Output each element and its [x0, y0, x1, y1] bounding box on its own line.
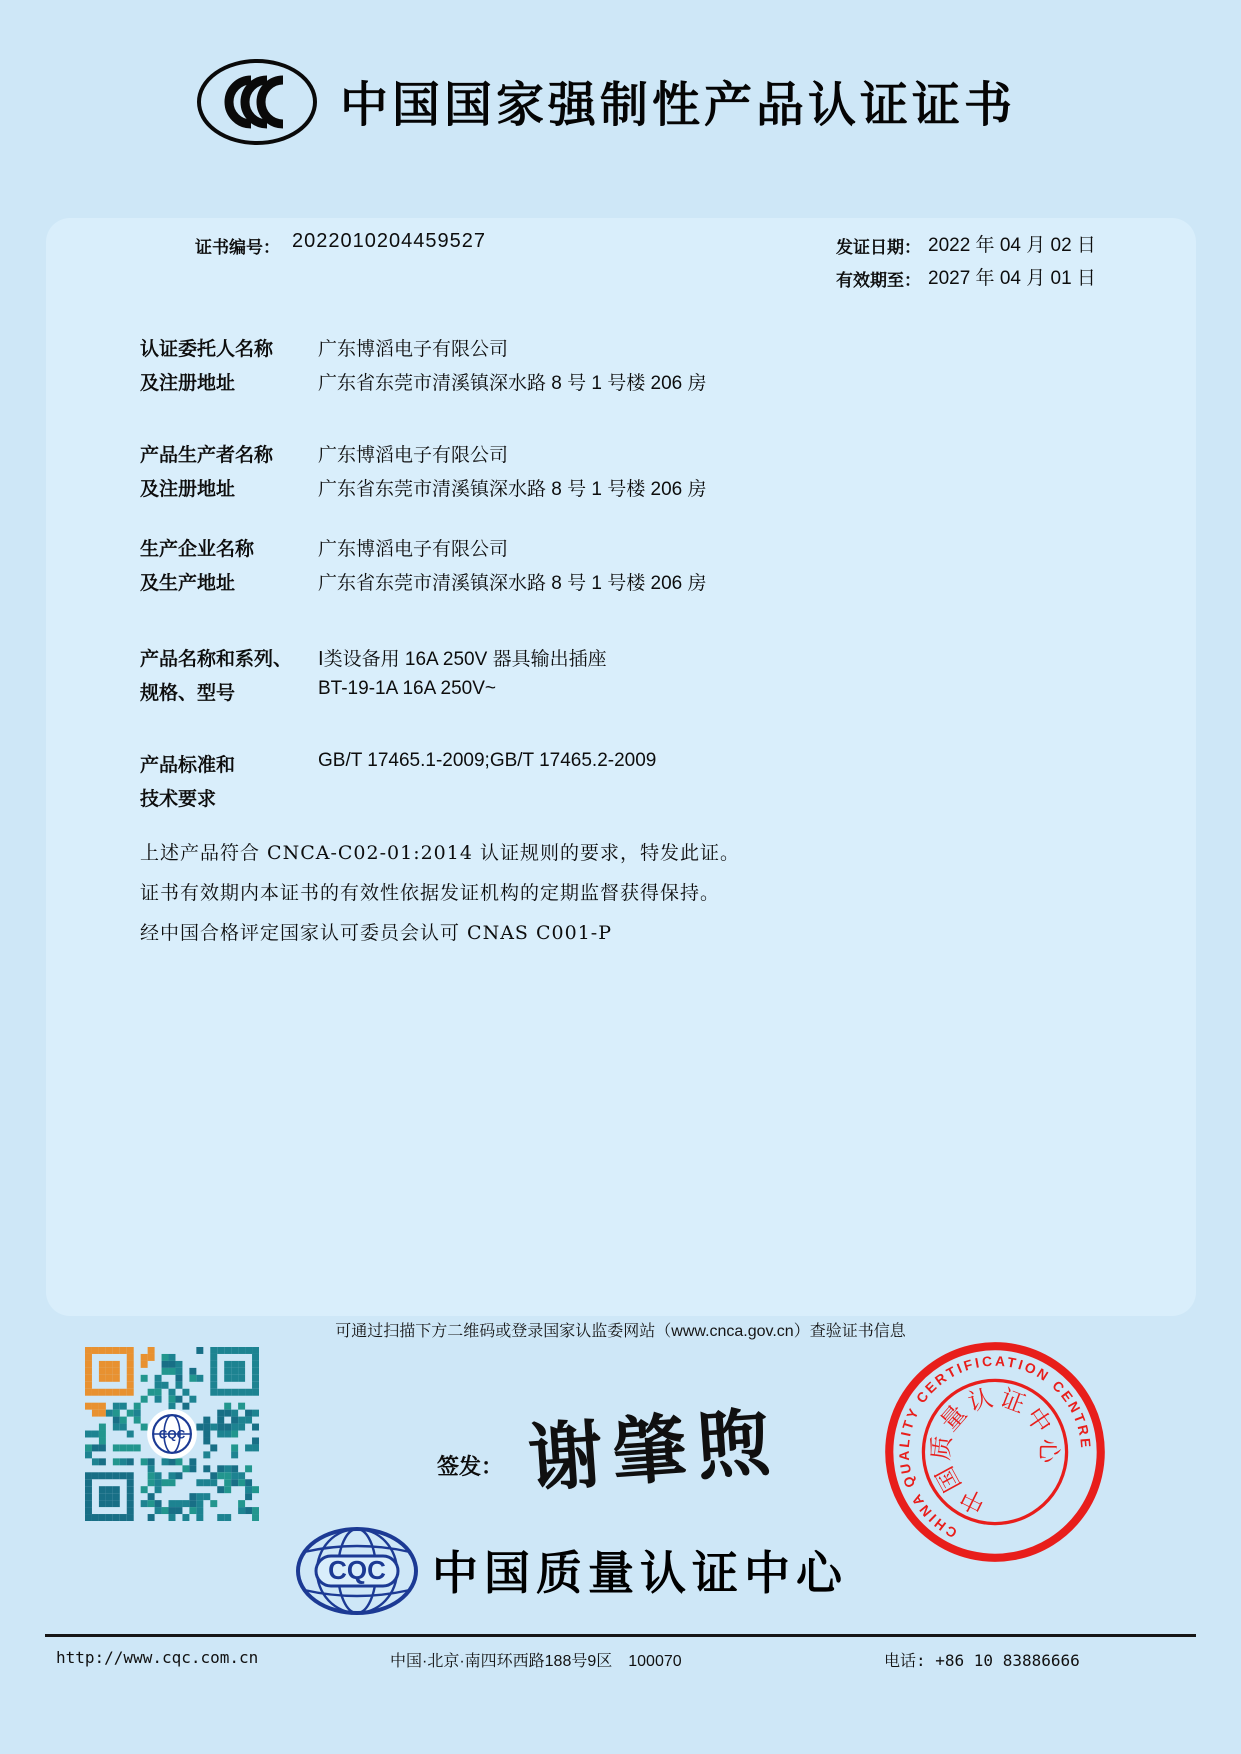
- field-value: GB/T 17465.1-2009;GB/T 17465.2-2009: [318, 750, 657, 771]
- statement-paragraph: [140, 833, 1140, 953]
- field-label: 及注册地址: [140, 479, 236, 500]
- cert-number-label: 证书编号：: [195, 238, 280, 258]
- ccc-logo-icon: [195, 58, 319, 146]
- field-label: 及注册地址: [140, 373, 236, 394]
- field-value: BT-19-1A 16A 250V~: [318, 678, 496, 699]
- page-title: 中国国家强制性产品认证证书: [340, 79, 1017, 132]
- footer-divider: [45, 1634, 1196, 1637]
- field-value: 广东省东莞市清溪镇深水路 8 号 1 号楼 206 房: [318, 373, 707, 394]
- expiry-date-value: 2027 年 04 月 01 日: [928, 268, 1096, 289]
- field-value: 广东博滔电子有限公司: [318, 339, 509, 360]
- footer-phone: 电话: +86 10 83886666: [884, 1651, 1080, 1670]
- verify-note: 可通过扫描下方二维码或登录国家认监委网站（www.cnca.gov.cn）查验证书信息: [335, 1323, 906, 1340]
- signature-name: 谢肇煦: [525, 1399, 784, 1503]
- cert-number-value: 2022010204459527: [292, 230, 486, 252]
- stamp-inner-text: 中国质量认证中心: [927, 1384, 1062, 1518]
- field-group-applicant: [140, 334, 1150, 402]
- field-label: 生产企业名称: [140, 539, 255, 560]
- field-label: 产品标准和: [140, 755, 236, 776]
- svg-text:CQC: CQC: [158, 1427, 186, 1442]
- stamp-ring-text: CHINA QUALITY CERTIFICATION CENTRE: [895, 1352, 1095, 1542]
- expiry-date-label: 有效期至：: [836, 271, 921, 291]
- field-label: 规格、型号: [140, 683, 236, 704]
- issue-date-value: 2022 年 04 月 02 日: [928, 235, 1096, 256]
- field-label: 技术要求: [140, 789, 217, 810]
- issuer-name: 中国质量认证中心: [432, 1547, 848, 1599]
- field-value: 广东博滔电子有限公司: [318, 539, 509, 560]
- stamp-seal: [873, 1330, 1117, 1574]
- field-value: 广东博滔电子有限公司: [318, 445, 509, 466]
- field-label: 及生产地址: [140, 573, 236, 594]
- field-group-standard: [140, 750, 1150, 818]
- footer-url: http://www.cqc.com.cn: [56, 1648, 259, 1667]
- qr-code: [85, 1347, 259, 1521]
- footer-address: 中国·北京·南四环西路188号9区 100070: [390, 1653, 682, 1670]
- statement-line: 证书有效期内本证书的有效性依据发证机构的定期监督获得保持。: [140, 882, 721, 904]
- cqc-logo-text: CQC: [328, 1555, 386, 1585]
- field-value: Ⅰ类设备用 16A 250V 器具输出插座: [318, 649, 607, 670]
- field-label: 产品生产者名称: [140, 445, 274, 466]
- field-label: 产品名称和系列、: [140, 649, 293, 670]
- field-value: 广东省东莞市清溪镇深水路 8 号 1 号楼 206 房: [318, 479, 707, 500]
- field-group-product: [140, 644, 1150, 712]
- cqc-globe-icon: [294, 1526, 420, 1616]
- statement-line: 经中国合格评定国家认可委员会认可 CNAS C001-P: [140, 922, 612, 944]
- field-label: 认证委托人名称: [140, 339, 274, 360]
- field-group-producer: [140, 440, 1150, 508]
- statement-line: 上述产品符合 CNCA-C02-01:2014 认证规则的要求，特发此证。: [140, 842, 740, 864]
- field-value: 广东省东莞市清溪镇深水路 8 号 1 号楼 206 房: [318, 573, 707, 594]
- field-group-factory: [140, 534, 1150, 602]
- issue-date-label: 发证日期：: [836, 238, 921, 258]
- sign-label: 签发：: [437, 1454, 504, 1480]
